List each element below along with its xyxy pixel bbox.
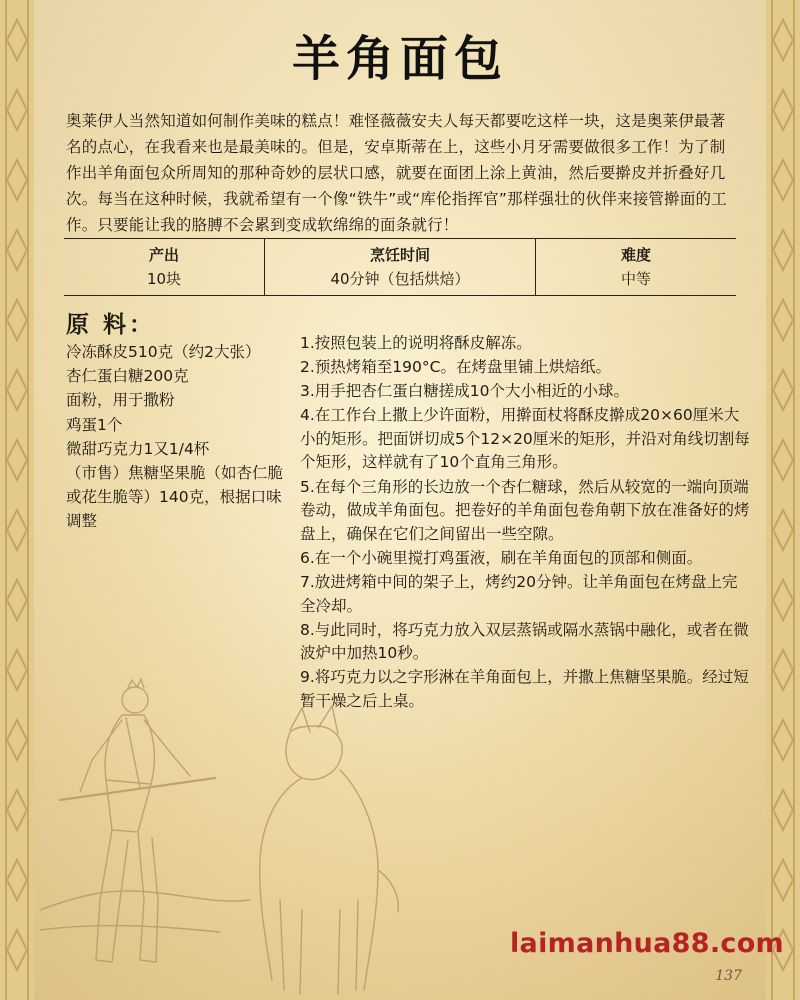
instruction-step: 9.将巧克力以之字形淋在羊角面包上，并撒上焦糖坚果脆。经过短暂干燥之后上桌。: [300, 668, 749, 710]
left-decorative-border: [0, 0, 34, 1000]
stat-difficulty-label: 难度: [620, 246, 651, 264]
stat-yield: [64, 239, 264, 295]
ingredients-heading: 原 料：: [66, 311, 156, 338]
instruction-step: 6.在一个小碗里搅打鸡蛋液，刷在羊角面包的顶部和侧面。: [300, 548, 703, 567]
recipe-title: 羊角面包: [291, 31, 508, 87]
stat-cook-time-label: 烹饪时间: [369, 246, 430, 264]
watermark-text: laimanhua88.com: [510, 928, 784, 959]
ingredients-list: [66, 340, 288, 534]
recipe-intro-paragraph: 奥莱伊人当然知道如何制作美味的糕点！难怪薇薇安夫人每天都要吃这样一块，这是奥莱伊最著名的点心，在我看来也是最美味的。但是，安卓斯蒂在上，这些小月牙需要做很多工作！为了制作出羊角面包众所周知的那种奇妙的层状口感，就要在面团上涂上黄油，然后要擀皮并折叠好几次。每当在这种时候，我就希望有一个像“铁牛”或“库伦指挥官”那样强壮的伙伴来接管擀面的工作。只要能让我的胳膊不会累到变成软绵绵的面条就行！: [66, 112, 727, 234]
instructions-list: [300, 332, 752, 714]
instruction-step: 4.在工作台上撒上少许面粉，用擀面杖将酥皮擀成20×60厘米大小的矩形。把面饼切成5个12×20厘米的矩形，并沿对角线切割每个矩形，这样就有了10个直角三角形。: [300, 406, 750, 472]
ingredient-item: 面粉，用于撒粉: [66, 391, 175, 410]
stat-difficulty: [535, 239, 736, 295]
stat-cook-time: [264, 239, 535, 295]
ingredient-item: 杏仁蛋白糖200克: [66, 367, 189, 386]
stat-difficulty-value: 中等: [620, 270, 651, 288]
instruction-step: 8.与此同时，将巧克力放入双层蒸锅或隔水蒸锅中融化，或者在微波炉中加热10秒。: [300, 620, 749, 663]
ingredient-item: 鸡蛋1个: [66, 415, 123, 434]
instruction-step: 5.在每个三角形的长边放一个杏仁糖球，然后从较宽的一端向顶端卷动，做成羊角面包。把卷好的羊角面包卷角朝下放在准备好的烤盘上，确保在它们之间留出一些空隙。: [300, 477, 750, 543]
stat-yield-value: 10块: [146, 270, 182, 288]
ingredient-item: 冷冻酥皮510克（约2大张）: [66, 343, 261, 361]
page-number: 137: [715, 968, 742, 984]
instruction-step: 1.按照包装上的说明将酥皮解冻。: [300, 334, 532, 352]
instruction-step: 3.用手把杏仁蛋白糖搓成10个大小相近的小球。: [300, 382, 630, 401]
ingredient-item: （市售）焦糖坚果脆（如杏仁脆或花生脆等）140克，根据口味调整: [66, 464, 284, 531]
ingredient-item: 微甜巧克力1又1/4杯: [66, 439, 210, 458]
stat-yield-label: 产出: [148, 246, 179, 264]
warrior-and-dog-illustration: [40, 660, 420, 1000]
recipe-stats-table: [64, 238, 736, 296]
instruction-step: 7.放进烤箱中间的架子上，烤约20分钟。让羊角面包在烤盘上完全冷却。: [300, 572, 738, 615]
instruction-step: 2.预热烤箱至190°C。在烤盘里铺上烘焙纸。: [300, 358, 611, 377]
stat-cook-time-value: 40分钟（包括烘焙）: [330, 270, 470, 288]
right-decorative-border: [766, 0, 800, 1000]
